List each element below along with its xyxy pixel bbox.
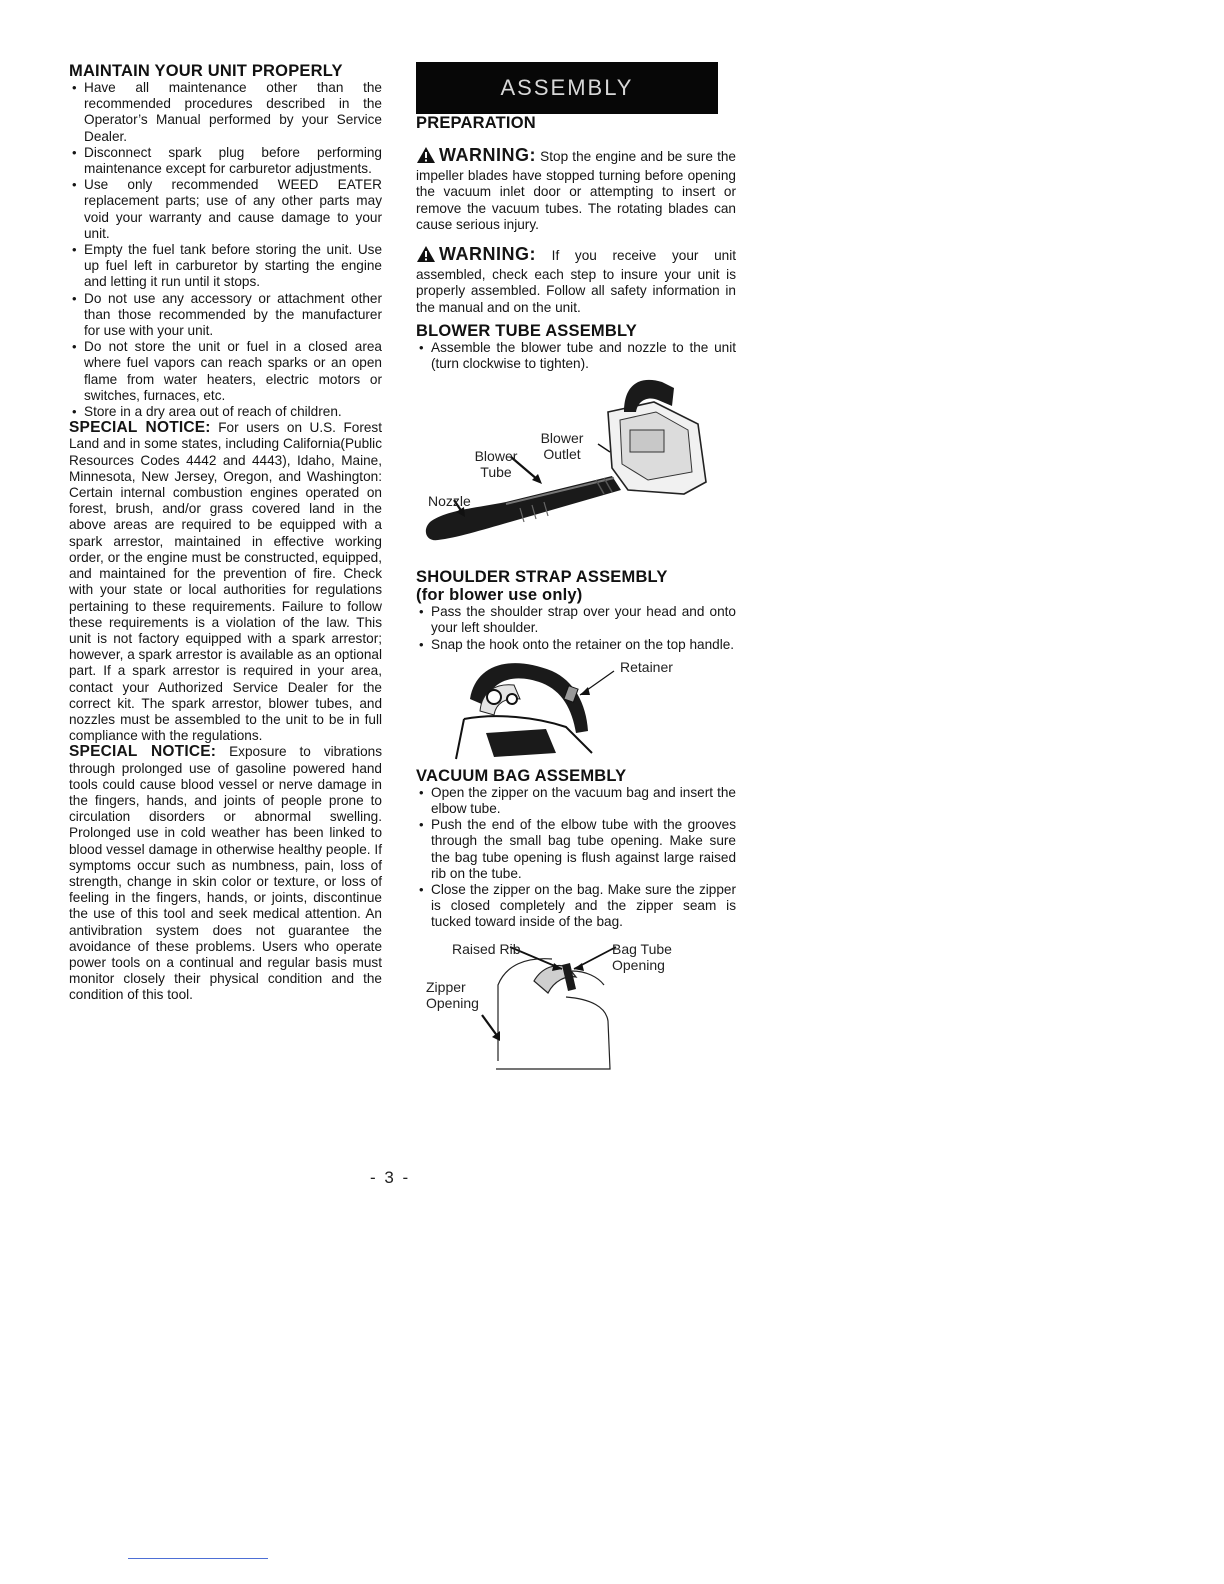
list-item: • Empty the fuel tank before storing the unit. Use up fuel left in carburetor by starting the engine and letting it run until it stops. (69, 242, 382, 291)
blower-outlet-label: Blower Outlet (540, 430, 584, 463)
notice-text: For users on U.S. Forest Land and in some states, including California(Public Resources Codes 4442 and 4443), Idaho, Maine, Minnesota, New Jersey, Oregon, and Washington: Certain internal combustion engines operated on forest, brush, and/or grass covered land in the above areas are required to be equipped with a spark arrestor, maintained in effective working order, or the engine must be constructed, equipped, and maintained for the prevention of fire. Check with your state or local authorities for regulations pertaining to these requirements. Failure to follow these requirements is a violation of the law. This unit is not factory equipped with a spark arrestor; however, a spark arrestor is available as an optional part. If a spark arrestor is required in your area, contact your Authorized Service Dealer for the correct kit. The spark arrestor, blower tubes, and nozzles must be assembled to the unit to be in full compliance with the regulations. (69, 420, 383, 744)
list-item: • Do not store the unit or fuel in a closed area where fuel vapors can reach sparks or an open flame from water heaters, electric motors or switches, furnaces, etc. (69, 339, 382, 404)
list-item: • Do not use any accessory or attachment other than those recommended by the manufacturer for use with your unit. (69, 291, 382, 340)
shoulder-strap-heading: SHOULDER STRAP ASSEMBLY (416, 568, 668, 587)
maintain-list (69, 80, 382, 420)
raised-rib-label: Raised Rib (452, 940, 521, 957)
preparation-heading: PREPARATION (416, 114, 536, 132)
blower-list (416, 340, 736, 372)
bag-tube-opening-label: Bag Tube Opening (612, 940, 672, 973)
shoulder-strap-subheading: (for blower use only) (416, 586, 583, 605)
warning-block-1 (416, 146, 736, 233)
warning-text: Stop the engine and be sure the impeller blades have stopped turning before opening the vacuum inlet door or attempting to insert or remove the vacuum tubes. The rotating blades can cause serious injury. (416, 149, 736, 232)
list-item: • Snap the hook onto the retainer on the top handle. (416, 637, 736, 653)
assembly-banner: ASSEMBLY (416, 62, 718, 114)
list-item: • Push the end of the elbow tube with the grooves through the small bag tube opening. Make sure the bag tube opening is flush against large raised rib on the tube. (416, 817, 736, 882)
list-item: • Pass the shoulder strap over your head and onto your left shoulder. (416, 604, 736, 636)
vacuum-figure (416, 941, 736, 1091)
list-item: • Disconnect spark plug before performing maintenance except for carburetor adjustments. (69, 145, 382, 177)
page-number: - 3 - (370, 1168, 411, 1187)
list-item: • Assemble the blower tube and nozzle to the unit (turn clockwise to tighten). (416, 340, 736, 372)
list-item: • Use only recommended WEED EATER replacement parts; use of any other parts may void your warranty and cause damage to your unit. (69, 177, 382, 242)
warning-heading: WARNING: (439, 244, 536, 265)
maintain-heading: MAINTAIN YOUR UNIT PROPERLY (69, 62, 343, 80)
blower-tube-label: Blower Tube (474, 448, 518, 481)
notice-text: Exposure to vibrations through prolonged use of gasoline powered hand tools could cause blood vessel or nerve damage in the fingers, hands, and joints of people prone to circulation disorders or abnormal swelling. Prolonged use in cold weather has been linked to blood vessel damage in otherwise healthy people. If symptoms occur such as numbness, pain, loss of strength, change in skin color or texture, or loss of feeling in the fingers, hands, or joints, discontinue the use of this tool and seek medical attention. An antivibration system does not guarantee the avoidance of these problems. Users who operate power tools on a continual and regular basis must monitor closely their physical condition and the condition of this tool. (69, 744, 383, 1003)
warning-block-2 (416, 245, 736, 316)
vacuum-list (416, 785, 736, 931)
right-column (416, 62, 736, 1091)
strap-figure (416, 653, 736, 761)
list-item: • Open the zipper on the vacuum bag and insert the elbow tube. (416, 785, 736, 817)
retainer-label: Retainer (620, 658, 673, 675)
zipper-opening-label: Zipper Opening (426, 978, 479, 1011)
list-item: • Store in a dry area out of reach of children. (69, 404, 382, 420)
warning-triangle-icon (416, 146, 436, 168)
list-item: • Have all maintenance other than the recommended procedures described in the Operator’s Manual performed by your Service Dealer. (69, 80, 382, 145)
notice-heading: SPECIAL NOTICE: (69, 743, 217, 761)
left-column (69, 62, 382, 1004)
blower-figure (416, 372, 736, 558)
special-notice-spark (69, 420, 382, 744)
notice-heading: SPECIAL NOTICE: (69, 419, 211, 437)
nozzle-label: Nozzle (428, 493, 471, 510)
vacuum-bag-heading: VACUUM BAG ASSEMBLY (416, 766, 627, 785)
warning-triangle-icon (416, 245, 436, 267)
blower-illustration (416, 372, 736, 558)
warning-text: If you receive your unit assembled, check each step to insure your unit is properly assembled. Follow all safety information in the manual and on the unit. (416, 248, 736, 315)
footer-rule (128, 1558, 268, 1559)
strap-list (416, 604, 736, 653)
strap-illustration (416, 653, 736, 761)
blower-tube-heading: BLOWER TUBE ASSEMBLY (416, 321, 637, 340)
vacuum-illustration (416, 941, 736, 1091)
special-notice-vibration (69, 744, 382, 1003)
list-item: • Close the zipper on the bag. Make sure the zipper is closed completely and the zipper seam is tucked toward inside of the bag. (416, 882, 736, 931)
warning-heading: WARNING: (439, 145, 536, 165)
